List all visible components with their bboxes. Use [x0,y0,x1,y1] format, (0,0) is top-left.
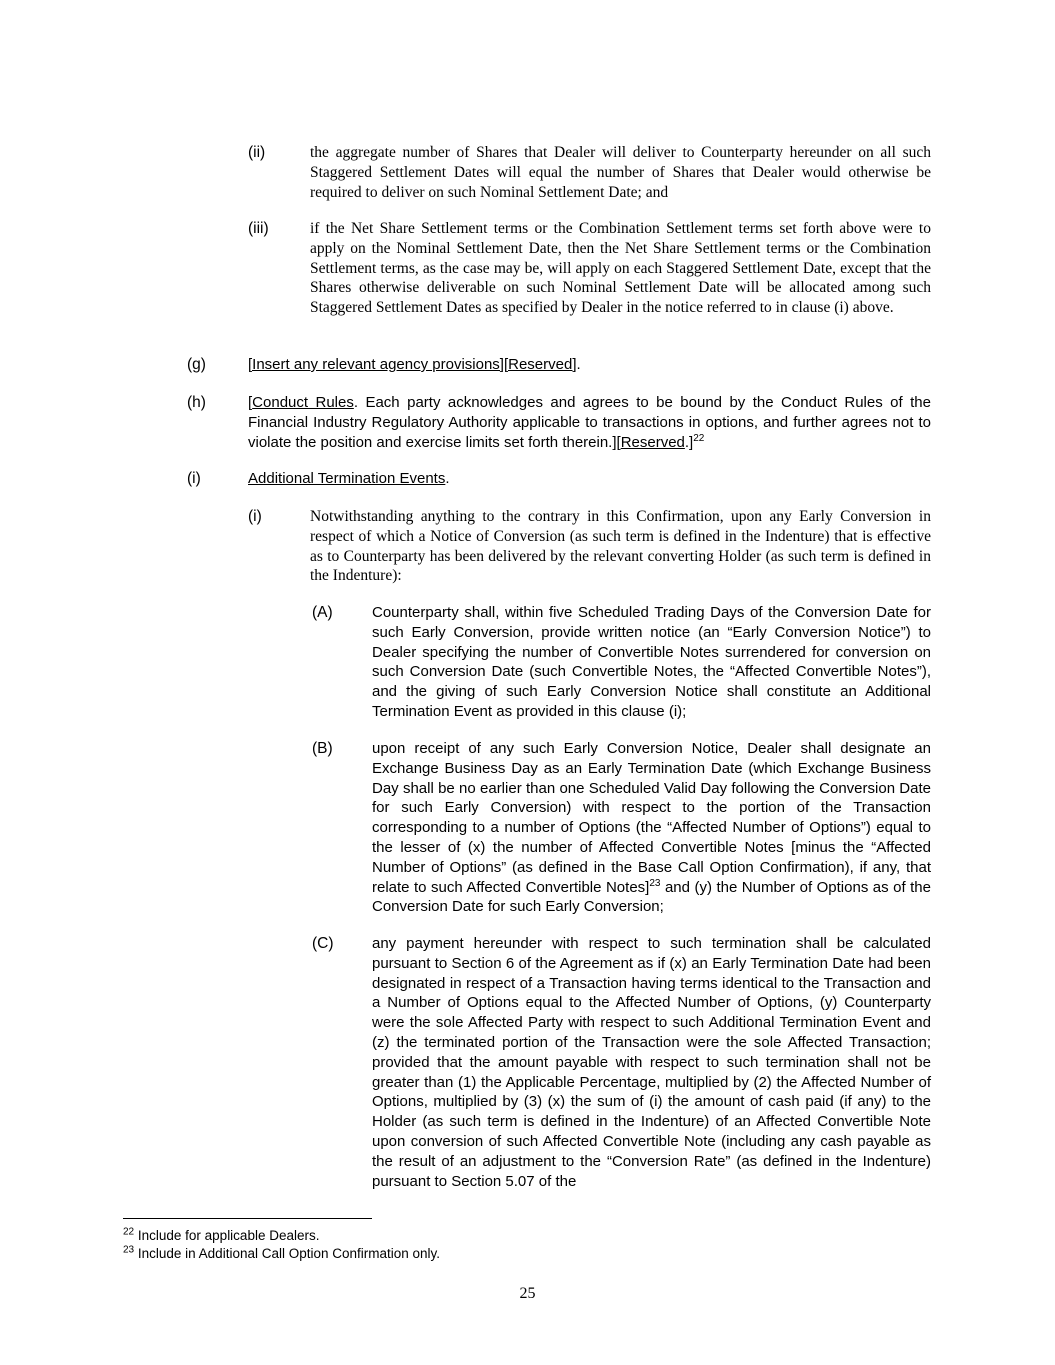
clause-text-i-i: Notwithstanding anything to the contrary in this Confirmation, upon any Early Conversion in respect of which a Notice of Conversion (as such term is defined in the Indenture) that is effective as to Counterparty has been delivered by the relevant converting Holder (as such term is defined in the Indenture): [310,508,931,585]
clause-g-heading: [Insert any relevant agency provisions][Reserved] [248,356,577,373]
clause-h [248,393,931,452]
clause-h-text: . Each party acknowledges and agrees to be bound by the Conduct Rules of the Financial Industry Regulatory Authority applicable to transactions in options, and further agrees not to violate the position and exercise limits set forth therein.][ [248,394,931,451]
clause-label-g: (g) [187,356,206,373]
footnote-number: 22 [123,1226,135,1238]
clause-label-h: (h) [187,394,206,411]
footnote-ref-23: 23 [649,877,661,889]
clause-label-C: (C) [312,935,334,952]
clause-label-i-i: (i) [248,508,262,525]
clause-i-period: . [445,470,450,487]
clause-label-A: (A) [312,604,333,621]
footnote-text: Include for applicable Dealers. [134,1228,320,1243]
footnote-text: Include in Additional Call Option Confirmation only. [134,1246,441,1261]
clause-text-B-2: and (y) the Number of Options as of the Conversion Date for such Early Conversion; [372,878,931,916]
footnote-ref-22: 22 [693,432,705,444]
clause-h-close: .] [684,433,694,451]
clause-label-g-iii: (iii) [248,220,269,237]
clause-text-C: any payment hereunder with respect to such termination shall be calculated pursuant to Section 6 of the Agreement as if (x) an Early Termination Date had been designated in respect of a Transaction having terms identical to the Transaction and a Number of Options equal to the Affected Number of Options, (y) Counterparty were the sole Affected Party with respect to such Additional Termination Event and (z) the terminated portion of the Transaction were the sole Affected Transaction; provided that the amount payable with respect to such termination shall not be greater than (1) the Applicable Percentage, multiplied by (2) the Affected Number of Options, multiplied by (3) (x) the sum of (i) the amount of cash paid (if any) to the Holder (as such term is defined in the Indenture) of an Affected Convertible Note upon conversion of such Affected Convertible Note (including any cash payable as the result of an adjustment to the “Conversion Rate” (as defined in the Indenture) pursuant to Section 5.07 of the [372,935,931,1190]
clause-g [248,355,931,375]
clause-h-heading: Conduct Rules [252,394,354,411]
clause-h-reserved: Reserved [620,433,685,451]
clause-text-g-ii: the aggregate number of Shares that Dealer will deliver to Counterparty hereunder on all such Staggered Settlement Dates will equal the number of Shares that Dealer would otherwise be required to deliver on such Nominal Settlement Date; and [310,144,931,201]
footnote-22 [123,1227,319,1244]
footnote-number: 23 [123,1244,135,1256]
clause-text-B-1: upon receipt of any such Early Conversion Notice, Dealer shall designate an Exchange Business Day as an Early Termination Date (which Exchange Business Day shall be no earlier than one Scheduled Valid Day following the Conversion Date for such Early Conversion) with respect to the portion of the Transaction corresponding to a number of Options (the “Affected Number of Options”) equal to the lesser of (x) the number of Affected Convertible Notes [minus the “Affected Number of Options” (as defined in the Base Call Option Confirmation), if any, that relate to such Affected Convertible Notes] [372,740,931,896]
clause-i-heading: Additional Termination Events [248,470,446,487]
clause-g-period: . [576,356,581,373]
clause-label-i: (i) [187,470,201,487]
clause-B [372,739,931,917]
clause-text-g-iii: if the Net Share Settlement terms or the Combination Settlement terms set forth above were to apply on the Nominal Settlement Date, then the Net Share Settlement terms or the Combination Settlement terms, as the case may be, will apply on each Staggered Settlement Date, except that the Shares otherwise deliverable on such Nominal Settlement Date will be allocated among such Staggered Settlement Dates as specified by Dealer in the notice referred to in clause (i) above. [310,220,931,317]
footnote-separator [123,1218,372,1219]
clause-text-A: Counterparty shall, within five Scheduled Trading Days of the Conversion Date for such Early Conversion, provide written notice (an “Early Conversion Notice”) to Dealer specifying the number of Convertible Notes surrendered for conversion on such Conversion Date (such Convertible Notes, the “Affected Convertible Notes”), and the giving of such Early Conversion Notice shall constitute an Additional Termination Event as provided in this clause (i); [372,604,931,720]
clause-h-open-bracket: [ [248,394,253,411]
clause-label-B: (B) [312,740,333,757]
footnote-23 [123,1245,440,1262]
page-number: 25 [519,1285,536,1302]
clause-label-g-ii: (ii) [248,144,266,161]
clause-i [248,469,931,489]
